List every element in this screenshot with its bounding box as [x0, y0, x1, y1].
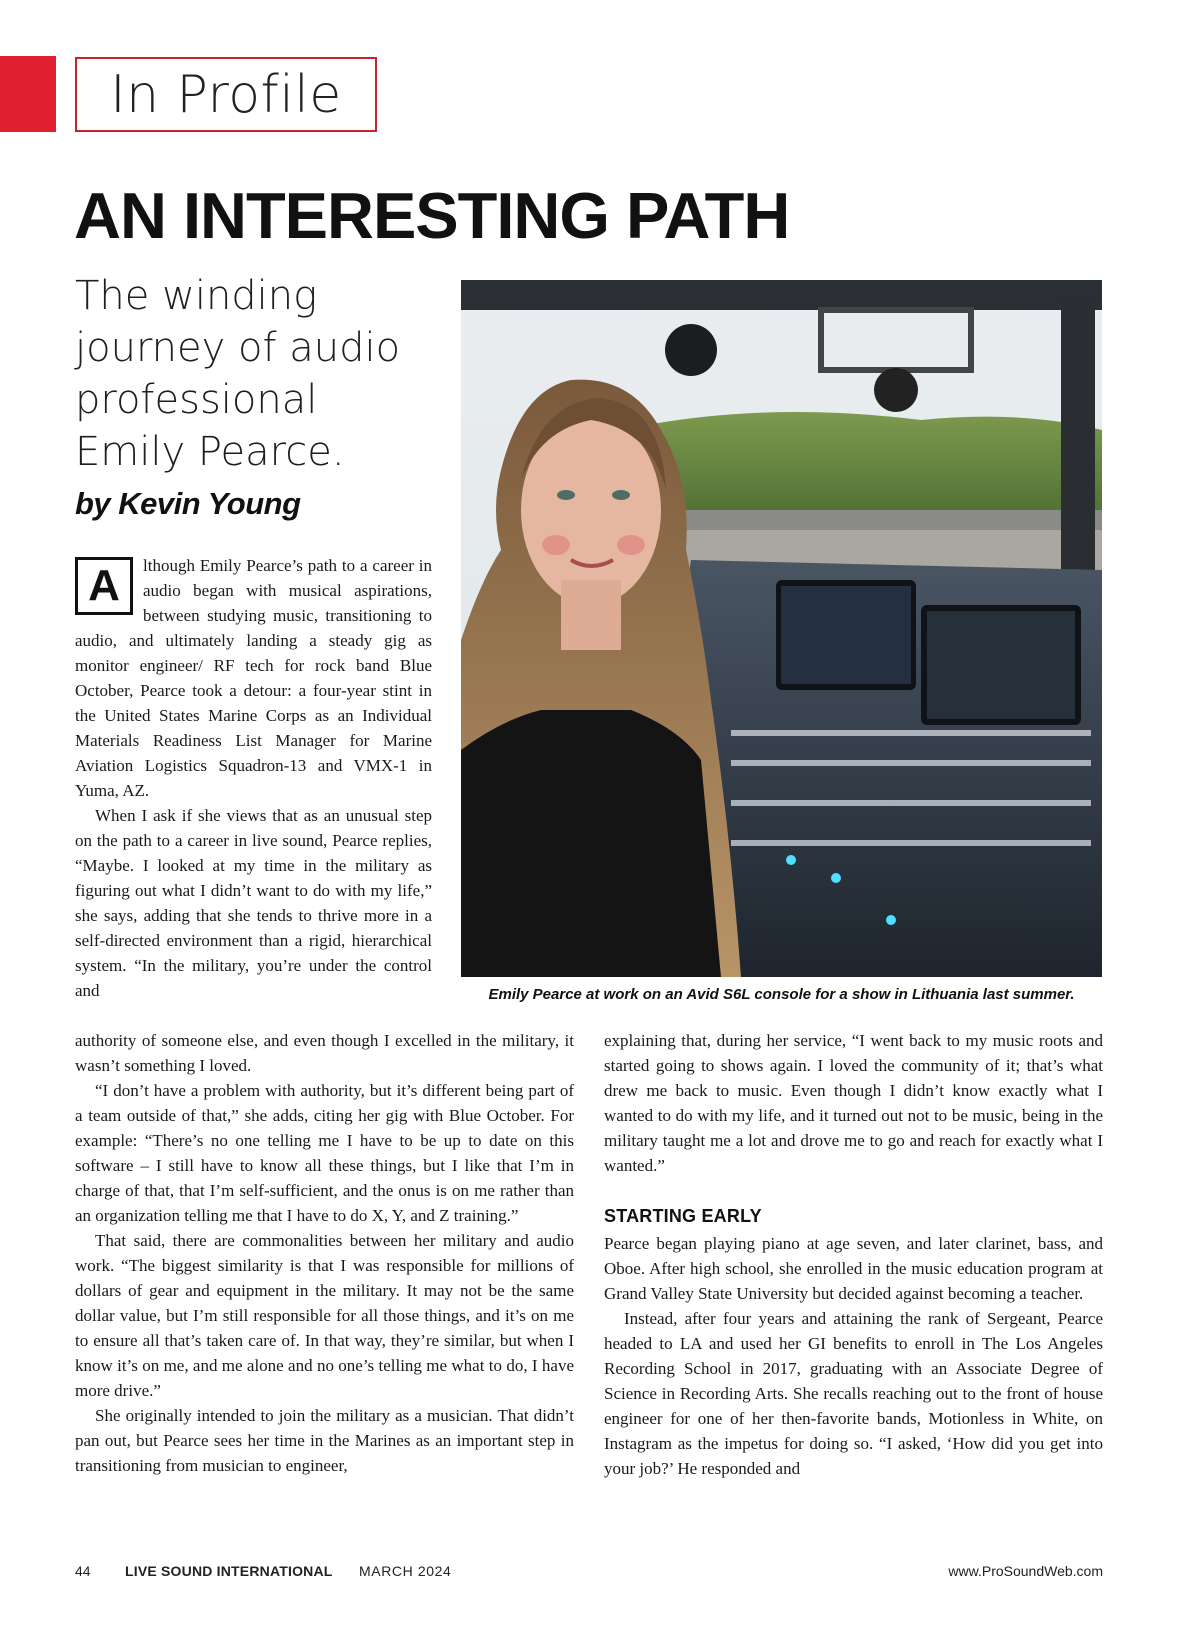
issue-date: MARCH 2024 — [359, 1563, 452, 1579]
website-link[interactable]: www.ProSoundWeb.com — [948, 1563, 1103, 1579]
paragraph: When I ask if she views that as an unusual step on the path to a career in live sound, Pearce replies, “Maybe. I looked at my time in the military as figuring out what I didn’t want to do with my life,” she says, adding that she tends to thrive more in a self-directed environment than a rigid, hierarchical system. “In the military, you’re under the control and — [75, 806, 432, 1000]
paragraph: “I don’t have a problem with authority, but it’s different being part of a team outside of that,” she adds, citing her gig with Blue October. For example: “There’s no one telling me I have to be up to date on this software – I still have to know all these things, but I like that I’m in charge of that, that I’m self-sufficient, and the onus is on me rather than an organization telling me that I have to do X, Y, and Z training.” — [75, 1081, 574, 1225]
page-number: 44 — [75, 1563, 91, 1579]
paragraph: Instead, after four years and attaining the rank of Sergeant, Pearce headed to LA and used her GI benefits to enroll in The Los Angeles Recording School in 2017, graduating with an Associate Degree of Science in Recording Arts. She recalls reaching out to the front of house engineer for one of her then-favorite bands, Motionless in White, on Instagram as the impetus for doing so. “I asked, ‘How did you get into your job?’ He responded and — [604, 1309, 1103, 1478]
paragraph: That said, there are commonalities between her military and audio work. “The biggest similarity is that I was responsible for millions of dollars of gear and equipment in the military. It may not be the same dollar value, but I’m still responsible for all those things, and it’s on me to ensure all that’s taken care of. In that way, they’re similar, but when I know it’s on me, and me alone and no one’s telling me what to do, I have more drive.” — [75, 1231, 574, 1400]
paragraph: authority of someone else, and even though I excelled in the military, it wasn’t something I loved. — [75, 1031, 574, 1075]
headline: AN INTERESTING PATH — [74, 179, 790, 252]
photo-illustration — [461, 280, 1102, 977]
section-color-tab — [0, 56, 56, 132]
deck: The winding journey of audio professional Emily Pearce. — [75, 273, 401, 475]
article-photo — [461, 280, 1102, 977]
article-column-right — [604, 1028, 1103, 1481]
byline: by Kevin Young — [75, 486, 301, 521]
magazine-name: LIVE SOUND INTERNATIONAL — [125, 1563, 333, 1579]
paragraph: lthough Emily Pearce’s path to a career in audio began with musical aspirations, between studying music, transitioning to audio, and ultimately landing a steady gig as monitor engineer/ RF tech for rock band Blue October, Pearce took a detour: a four-year stint in the United States Marine Corps as an Individual Materials Readiness List Manager for Marine Aviation Logistics Squadron-13 and VMX-1 in Yuma, AZ. — [75, 556, 432, 800]
article-column-left-top — [75, 553, 432, 1003]
section-label: In Profile — [110, 64, 342, 125]
section-subhead: STARTING EARLY — [604, 1206, 762, 1226]
paragraph: explaining that, during her service, “I went back to my music roots and started going to shows again. I loved the community of it; that’s what drew me back to music. Even though I didn’t know exactly what I wanted to do with my life, and it turned out not to be music, being in the military taught me a lot and drove me to go and reach for exactly what I wanted.” — [604, 1031, 1103, 1175]
article-column-left-bottom — [75, 1028, 574, 1478]
drop-cap: A — [75, 557, 133, 615]
section-label-box — [75, 57, 377, 132]
paragraph: She originally intended to join the military as a musician. That didn’t pan out, but Pearce sees her time in the Marines as an important step in transitioning from musician to engineer, — [75, 1406, 574, 1475]
photo-caption: Emily Pearce at work on an Avid S6L console for a show in Lithuania last summer. — [488, 986, 1075, 1003]
paragraph: Pearce began playing piano at age seven, and later clarinet, bass, and Oboe. After high school, she enrolled in the music education program at Grand Valley State University but decided against becoming a teacher. — [604, 1234, 1103, 1303]
